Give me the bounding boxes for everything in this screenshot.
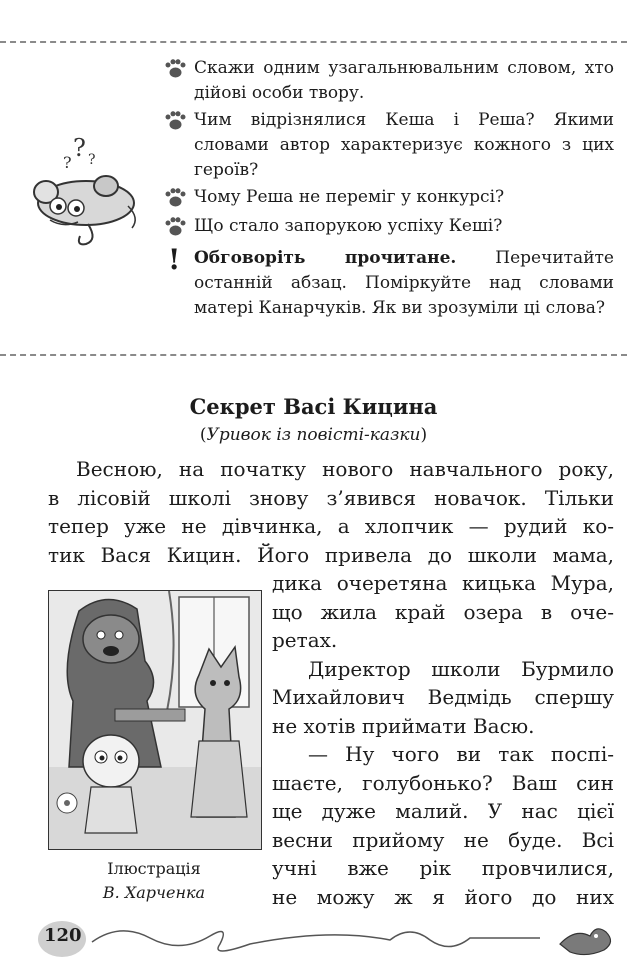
- illustration-artwork-icon: [49, 591, 261, 849]
- story-line: що жила край озера в оче-: [272, 599, 614, 624]
- story-line: Весною, на початку нового навчального року,: [76, 457, 614, 481]
- top-dashed-rule: [0, 41, 627, 43]
- story-line: учні вже рік провчилися,: [272, 856, 614, 880]
- svg-text:?: ?: [88, 152, 96, 168]
- story-line: весни прийому не буде. Всі: [272, 827, 614, 852]
- story-line: тик Вася Кицин. Його привела до школи мама,: [48, 542, 614, 567]
- story-title: Секрет Васі Кицина: [189, 394, 438, 419]
- story-illustration: [48, 590, 262, 850]
- story-line: не можу ж я його до них: [272, 884, 614, 909]
- story-line: дика очеретяна кицька Мура,: [272, 571, 614, 595]
- bottom-dashed-rule: [0, 354, 627, 356]
- task-text: Перечитайте останній абзац. Поміркуйте над словами матері Канарчуків. Як ви зрозуміли ці слова?: [194, 248, 614, 318]
- question-text: Скажи одним узагальнювальним словом, хто дійові особи твору.: [194, 58, 614, 103]
- subtitle-italic: Уривок із повісті-казки: [206, 425, 421, 445]
- story-line: шаєте, голубонько? Ваш син: [272, 770, 614, 795]
- story-line: тепер уже не дівчинка, а хлопчик — рудий ко-: [48, 514, 614, 538]
- story-paragraph-full: [48, 455, 614, 569]
- paw-bullet-icon: [164, 59, 186, 79]
- story-paragraph-column: [272, 569, 614, 911]
- story-line: Михайлович Ведмідь спершу: [272, 685, 614, 709]
- discussion-task: [166, 243, 614, 321]
- exclamation-icon: !: [168, 243, 181, 276]
- mouse-mascot-icon: [28, 128, 148, 250]
- story-line: ще дуже малий. У нас цієї: [272, 799, 614, 823]
- story-line: Директор школи Бурмило: [308, 656, 614, 681]
- story-line: в лісовій школі знову з’явився новачок. Тільки: [48, 485, 614, 510]
- story-subtitle: (Уривок із повісті-казки): [199, 425, 428, 445]
- story-line: ретах.: [272, 628, 338, 652]
- question-text: Чим відрізнялися Кеша і Реша? Якими словами автор характеризує кожного з цих героїв?: [194, 110, 614, 180]
- paw-bullet-icon: [164, 217, 186, 237]
- question-2: [166, 108, 614, 183]
- svg-text:?: ?: [73, 134, 86, 162]
- illustration-caption-line2: В. Харченка: [102, 883, 206, 902]
- footer-ornament-icon: [30, 914, 624, 962]
- question-text: Що стало запорукою успіху Кеші?: [194, 216, 503, 236]
- paw-bullet-icon: [164, 188, 186, 208]
- question-4: [166, 214, 614, 239]
- story-line: не хотів приймати Васю.: [272, 713, 535, 738]
- page-number: 120: [44, 925, 82, 946]
- svg-text:?: ?: [63, 153, 72, 172]
- question-text: Чому Реша не переміг у конкурсі?: [194, 187, 505, 207]
- question-3: [166, 185, 614, 210]
- question-1: [166, 56, 614, 106]
- story-line: — Ну чого ви так поспі-: [308, 742, 614, 766]
- task-bold-lead: Обговоріть прочитане.: [194, 248, 457, 268]
- paw-bullet-icon: [164, 111, 186, 131]
- illustration-caption-line1: Ілюстрація: [107, 859, 201, 878]
